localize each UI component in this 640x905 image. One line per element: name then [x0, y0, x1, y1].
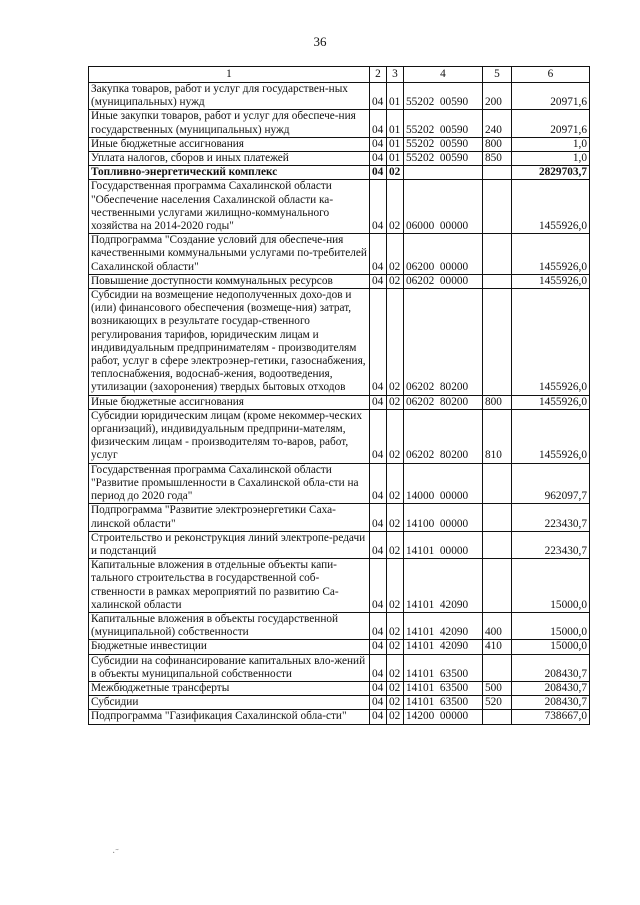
row-target-code-cell: 14101 63500	[404, 681, 483, 695]
page-number: 36	[313, 34, 327, 49]
table-row	[89, 710, 590, 724]
row-target-code-cell: 06202 80200	[404, 395, 483, 409]
table-row	[89, 409, 590, 463]
table-header-row	[89, 67, 590, 83]
row-section-cell: 04	[370, 696, 387, 710]
table-row	[89, 531, 590, 558]
row-subsection-cell: 02	[387, 696, 404, 710]
table-row	[89, 559, 590, 613]
table-row	[89, 152, 590, 166]
row-expense-type-cell: 400	[483, 612, 512, 639]
row-name-cell: Субсидии	[89, 696, 370, 710]
row-section-cell: 04	[370, 654, 387, 681]
row-name-cell: Закупка товаров, работ и услуг для государствен-ных (муниципальных) нужд	[89, 83, 370, 110]
table-row	[89, 612, 590, 639]
table-row	[89, 110, 590, 137]
row-name-cell: Иные бюджетные ассигнования	[89, 137, 370, 151]
row-section-cell: 04	[370, 234, 387, 275]
row-name-cell: Субсидии юридическим лицам (кроме некоммер-ческих организаций), индивидуальным предприни-мателям, физическим лицам - производителям то-варов, работ, услуг	[89, 409, 370, 463]
row-amount-cell: 15000,0	[512, 559, 590, 613]
row-section-cell: 04	[370, 395, 387, 409]
row-amount-cell: 1,0	[512, 152, 590, 166]
row-section-cell: 04	[370, 83, 387, 110]
row-expense-type-cell	[483, 274, 512, 288]
row-subsection-cell: 01	[387, 137, 404, 151]
row-subsection-cell: 01	[387, 83, 404, 110]
table-row	[89, 696, 590, 710]
table-row	[89, 234, 590, 275]
row-section-cell: 04	[370, 137, 387, 151]
row-name-cell: Государственная программа Сахалинской области "Обеспечение населения Сахалинской области ка-чественными услугами жилищно-коммунального хозяйства на 2014-2020 годы"	[89, 180, 370, 234]
row-target-code-cell: 55202 00590	[404, 137, 483, 151]
row-amount-cell: 15000,0	[512, 612, 590, 639]
row-subsection-cell: 02	[387, 289, 404, 396]
row-expense-type-cell	[483, 654, 512, 681]
column-header-5: 5	[483, 67, 512, 83]
row-expense-type-cell: 850	[483, 152, 512, 166]
row-amount-cell: 738667,0	[512, 710, 590, 724]
table-row	[89, 83, 590, 110]
row-amount-cell: 208430,7	[512, 696, 590, 710]
row-amount-cell: 962097,7	[512, 463, 590, 504]
row-target-code-cell: 06000 00000	[404, 180, 483, 234]
row-name-cell: Иные закупки товаров, работ и услуг для обеспече-ния государственных (муниципальных) нужд	[89, 110, 370, 137]
row-amount-cell: 208430,7	[512, 681, 590, 695]
row-section-cell: 04	[370, 463, 387, 504]
row-target-code-cell: 55202 00590	[404, 83, 483, 110]
row-amount-cell: 1455926,0	[512, 234, 590, 275]
column-header-1: 1	[89, 67, 370, 83]
table-row	[89, 681, 590, 695]
row-section-cell: 04	[370, 180, 387, 234]
row-target-code-cell: 14100 00000	[404, 504, 483, 531]
row-amount-cell: 223430,7	[512, 531, 590, 558]
row-section-cell: 04	[370, 166, 387, 180]
row-target-code-cell: 14101 42090	[404, 640, 483, 654]
row-target-code-cell: 14101 00000	[404, 531, 483, 558]
row-name-cell: Подпрограмма "Создание условий для обеспече-ния качественными коммунальными услугами по-требителей Сахалинской области"	[89, 234, 370, 275]
row-name-cell: Капитальные вложения в объекты государственной (муниципальной) собственности	[89, 612, 370, 639]
row-amount-cell: 1455926,0	[512, 409, 590, 463]
table-row	[89, 640, 590, 654]
row-target-code-cell: 14101 63500	[404, 696, 483, 710]
row-target-code-cell: 06202 80200	[404, 289, 483, 396]
row-section-cell: 04	[370, 681, 387, 695]
row-subsection-cell: 02	[387, 180, 404, 234]
scan-artifact-mark: ·̃	[112, 848, 116, 859]
column-header-6: 6	[512, 67, 590, 83]
row-target-code-cell: 06202 00000	[404, 274, 483, 288]
table-row	[89, 654, 590, 681]
row-expense-type-cell	[483, 234, 512, 275]
row-expense-type-cell: 200	[483, 83, 512, 110]
row-amount-cell: 223430,7	[512, 504, 590, 531]
row-section-cell: 04	[370, 409, 387, 463]
row-name-cell: Строительство и реконструкция линий электропе-редачи и подстанций	[89, 531, 370, 558]
row-subsection-cell: 02	[387, 681, 404, 695]
row-expense-type-cell: 800	[483, 137, 512, 151]
row-section-cell: 04	[370, 710, 387, 724]
row-subsection-cell: 02	[387, 559, 404, 613]
row-expense-type-cell: 500	[483, 681, 512, 695]
row-expense-type-cell	[483, 289, 512, 396]
row-subsection-cell: 02	[387, 395, 404, 409]
row-name-cell: Субсидии на возмещение недополученных дохо-дов и (или) финансового обеспечения (возмеще-ния) затрат, возникающих в результате государ-ственного регулирования тарифов, юридическим лицам и индивидуальным предпринимателям - производителям работ, услуг в сфере электроэнер-гетики, газоснабжения, теплоснабжения, водоснаб-жения, водоотведения, утилизации (захоронения) твердых бытовых отходов	[89, 289, 370, 396]
table-row	[89, 504, 590, 531]
row-subsection-cell: 02	[387, 710, 404, 724]
row-amount-cell: 1455926,0	[512, 180, 590, 234]
row-expense-type-cell: 800	[483, 395, 512, 409]
table-row	[89, 137, 590, 151]
table-body	[89, 83, 590, 725]
table-row	[89, 166, 590, 180]
row-subsection-cell: 02	[387, 612, 404, 639]
row-target-code-cell: 06202 80200	[404, 409, 483, 463]
column-header-4: 4	[404, 67, 483, 83]
row-expense-type-cell	[483, 180, 512, 234]
row-name-cell: Подпрограмма "Газификация Сахалинской обла-сти"	[89, 710, 370, 724]
row-target-code-cell: 14200 00000	[404, 710, 483, 724]
row-expense-type-cell	[483, 531, 512, 558]
row-amount-cell: 15000,0	[512, 640, 590, 654]
row-expense-type-cell	[483, 559, 512, 613]
row-amount-cell: 20971,6	[512, 110, 590, 137]
row-target-code-cell: 55202 00590	[404, 110, 483, 137]
row-section-cell: 04	[370, 612, 387, 639]
budget-table	[88, 66, 590, 725]
row-section-cell: 04	[370, 289, 387, 396]
row-subsection-cell: 01	[387, 152, 404, 166]
row-name-cell: Бюджетные инвестиции	[89, 640, 370, 654]
row-target-code-cell: 14000 00000	[404, 463, 483, 504]
row-name-cell: Топливно-энергетический комплекс	[89, 166, 370, 180]
row-name-cell: Капитальные вложения в отдельные объекты капи-тального строительства в государственной соб-ственности в рамках мероприятий по развитию Са-халинской области	[89, 559, 370, 613]
row-name-cell: Межбюджетные трансферты	[89, 681, 370, 695]
row-subsection-cell: 02	[387, 274, 404, 288]
row-name-cell: Субсидии на софинансирование капитальных вло-жений в объекты муниципальной собственности	[89, 654, 370, 681]
row-name-cell: Уплата налогов, сборов и иных платежей	[89, 152, 370, 166]
row-expense-type-cell: 810	[483, 409, 512, 463]
row-target-code-cell: 14101 42090	[404, 612, 483, 639]
column-header-3: 3	[387, 67, 404, 83]
row-name-cell: Подпрограмма "Развитие электроэнергетики Саха-линской области"	[89, 504, 370, 531]
row-subsection-cell: 02	[387, 531, 404, 558]
row-amount-cell: 1455926,0	[512, 395, 590, 409]
row-expense-type-cell	[483, 166, 512, 180]
table-row	[89, 463, 590, 504]
row-target-code-cell: 06200 00000	[404, 234, 483, 275]
table-row	[89, 274, 590, 288]
row-amount-cell: 208430,7	[512, 654, 590, 681]
row-subsection-cell: 02	[387, 409, 404, 463]
row-expense-type-cell	[483, 710, 512, 724]
row-subsection-cell: 02	[387, 463, 404, 504]
row-amount-cell: 1455926,0	[512, 289, 590, 396]
row-name-cell: Государственная программа Сахалинской области "Развитие промышленности в Сахалинской обла-сти на период до 2020 года"	[89, 463, 370, 504]
row-target-code-cell: 14101 42090	[404, 559, 483, 613]
row-amount-cell: 20971,6	[512, 83, 590, 110]
row-section-cell: 04	[370, 531, 387, 558]
row-section-cell: 04	[370, 274, 387, 288]
table-row	[89, 395, 590, 409]
row-subsection-cell: 02	[387, 640, 404, 654]
row-expense-type-cell	[483, 504, 512, 531]
row-subsection-cell: 02	[387, 654, 404, 681]
row-amount-cell: 1,0	[512, 137, 590, 151]
table-row	[89, 289, 590, 396]
row-name-cell: Иные бюджетные ассигнования	[89, 395, 370, 409]
row-target-code-cell	[404, 166, 483, 180]
row-expense-type-cell	[483, 463, 512, 504]
row-expense-type-cell: 520	[483, 696, 512, 710]
row-section-cell: 04	[370, 559, 387, 613]
row-target-code-cell: 14101 63500	[404, 654, 483, 681]
row-subsection-cell: 02	[387, 234, 404, 275]
row-subsection-cell: 01	[387, 110, 404, 137]
row-section-cell: 04	[370, 110, 387, 137]
row-target-code-cell: 55202 00590	[404, 152, 483, 166]
row-expense-type-cell: 410	[483, 640, 512, 654]
row-expense-type-cell: 240	[483, 110, 512, 137]
table-row	[89, 180, 590, 234]
row-subsection-cell: 02	[387, 504, 404, 531]
row-name-cell: Повышение доступности коммунальных ресурсов	[89, 274, 370, 288]
column-header-2: 2	[370, 67, 387, 83]
row-subsection-cell: 02	[387, 166, 404, 180]
row-section-cell: 04	[370, 504, 387, 531]
row-amount-cell: 1455926,0	[512, 274, 590, 288]
row-section-cell: 04	[370, 640, 387, 654]
row-section-cell: 04	[370, 152, 387, 166]
row-amount-cell: 2829703,7	[512, 166, 590, 180]
